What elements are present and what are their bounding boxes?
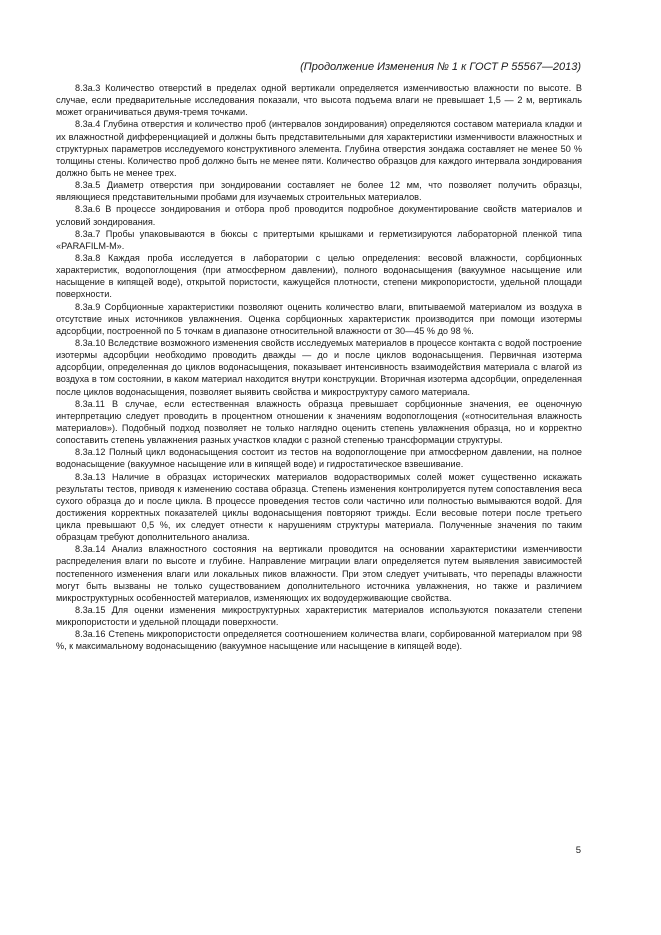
paragraph-8-3a-3: 8.3а.3 Количество отверстий в пределах одной вертикали определяется изменчивостью влажности по высоте. В случае, если предварительные исследования показали, что высота подъема влаги не превышает 1,5 — 2 м, вертикаль может ограничиваться двумя-тремя точками.	[56, 83, 582, 118]
paragraph-8-3a-8: 8.3а.8 Каждая проба исследуется в лаборатории с целью определения: весовой влажности, сорбционных характеристик, водопоглощения (при атмосферном давлении), полного водонасыщения (вакуумное насыщение или насыщение в кипящей воде), открытой пористости, кажущейся плотности, степени микропористости, удельной площади поверхности.	[56, 252, 582, 300]
body-text	[56, 82, 582, 653]
running-head: (Продолжение Изменения № 1 к ГОСТ Р 55567—2013)	[300, 61, 581, 73]
paragraph-8-3a-4: 8.3а.4 Глубина отверстия и количество проб (интервалов зондирования) определяются составом материала кладки и их влажностной дифференциацией и должны быть представительными для характеристики изменчивости влажностных и структурных параметров исследуемого конструктивного элемента. Глубина отверстия зондажа составляет не менее 50 % толщины стены. Количество проб должно быть не менее пяти. Количество образцов для каждого интервала зондирования должно быть не менее трех.	[56, 119, 582, 178]
page-number: 5	[575, 845, 581, 856]
paragraph-8-3a-6: 8.3а.6 В процессе зондирования и отбора проб проводится подробное документирование свойств материалов и условий зондирования.	[56, 204, 582, 227]
paragraph-8-3a-11: 8.3а.11 В случае, если естественная влажность образца превышает сорбционные значения, ее оценочную интерпретацию следует проводить в процентном отношении к значениям водопоглощения («относительная влажность материалов»). Подобный подход позволяет не только наглядно оценить степень увлажнения образца, но и корректно сопоставить степень увлажнения разных участков кладки с разной степенью трансформации структуры.	[56, 398, 582, 446]
paragraph-8-3a-13: 8.3а.13 Наличие в образцах исторических материалов водорастворимых солей может существенно искажать результаты тестов, приводя к изменению состава образца. Степень изменения контролируется путем сопоставления веса сухого образца до и после цикла. В процессе проведения тестов соли частично или полностью вымываются водой. Для достижения корректных показателей циклы водонасыщения повторяют трижды. Если весовые потери после третьего цикла превышают 0,5 %, их следует отнести к нарушениям структуры материала. Полученные значения по таким образцам требуют дополнительного анализа.	[56, 471, 582, 543]
paragraph-8-3a-12: 8.3а.12 Полный цикл водонасыщения состоит из тестов на водопоглощение при атмосферном давлении, на полное водонасыщение (вакуумное насыщение или в кипящей воде) и гидростатическое взвешивание.	[56, 447, 582, 470]
paragraph-8-3a-14: 8.3а.14 Анализ влажностного состояния на вертикали проводится на основании характеристики изменчивости распределения влаги по высоте и глубине. Направление миграции влаги определяется путем выявления зависимостей постепенного изменения влаги или локальных пиков влажности. При этом следует учитывать, что перепады влажности могут быть вызваны не только существованием дополнительного источника увлажнения, но также и различием микроструктурных особенностей материалов, изменяющих их водоудерживающие свойства.	[56, 544, 582, 603]
paragraph-8-3a-15: 8.3а.15 Для оценки изменения микроструктурных характеристик материалов используются показатели степени микропористости и удельной площади поверхности.	[56, 605, 582, 628]
paragraph-8-3a-16: 8.3а.16 Степень микропористости определяется соотношением количества влаги, сорбированной материалом при 98 %, к максимальному водонасыщению (вакуумное насыщение или насыщение в кипящей воде).	[56, 629, 582, 652]
paragraph-8-3a-5: 8.3а.5 Диаметр отверстия при зондировании составляет не более 12 мм, что позволяет получить образцы, являющиеся представительными пробами для изучаемых строительных материалов.	[56, 180, 582, 203]
paragraph-8-3a-7: 8.3а.7 Пробы упаковываются в бюксы с притертыми крышками и герметизируются лабораторной пленкой типа «PARAFILM-M».	[56, 228, 582, 251]
paragraph-8-3a-10: 8.3а.10 Вследствие возможного изменения свойств исследуемых материалов в процессе контакта с водой построение изотермы адсорбции необходимо проводить дважды — до и после циклов водонасыщения. Первичная изотерма адсорбции, определенная до циклов водонасыщения, показывает интенсивность взаимодействия материала с влагой из воздуха в том состоянии, в каком материал находится внутри конструкции. Вторичная изотерма адсорбции, определенная после циклов водонасыщения, позволяет выявить свойства и микроструктуру самого материала.	[56, 337, 582, 397]
paragraph-8-3a-9: 8.3а.9 Сорбционные характеристики позволяют оценить количество влаги, впитываемой материалом из воздуха в отсутствие иных источников увлажнения. Оценка сорбционных характеристик производится при помощи изотермы адсорбции, построенной по 5 точкам в диапазоне относительной влажности от 30—45 % до 98 %.	[56, 301, 582, 336]
